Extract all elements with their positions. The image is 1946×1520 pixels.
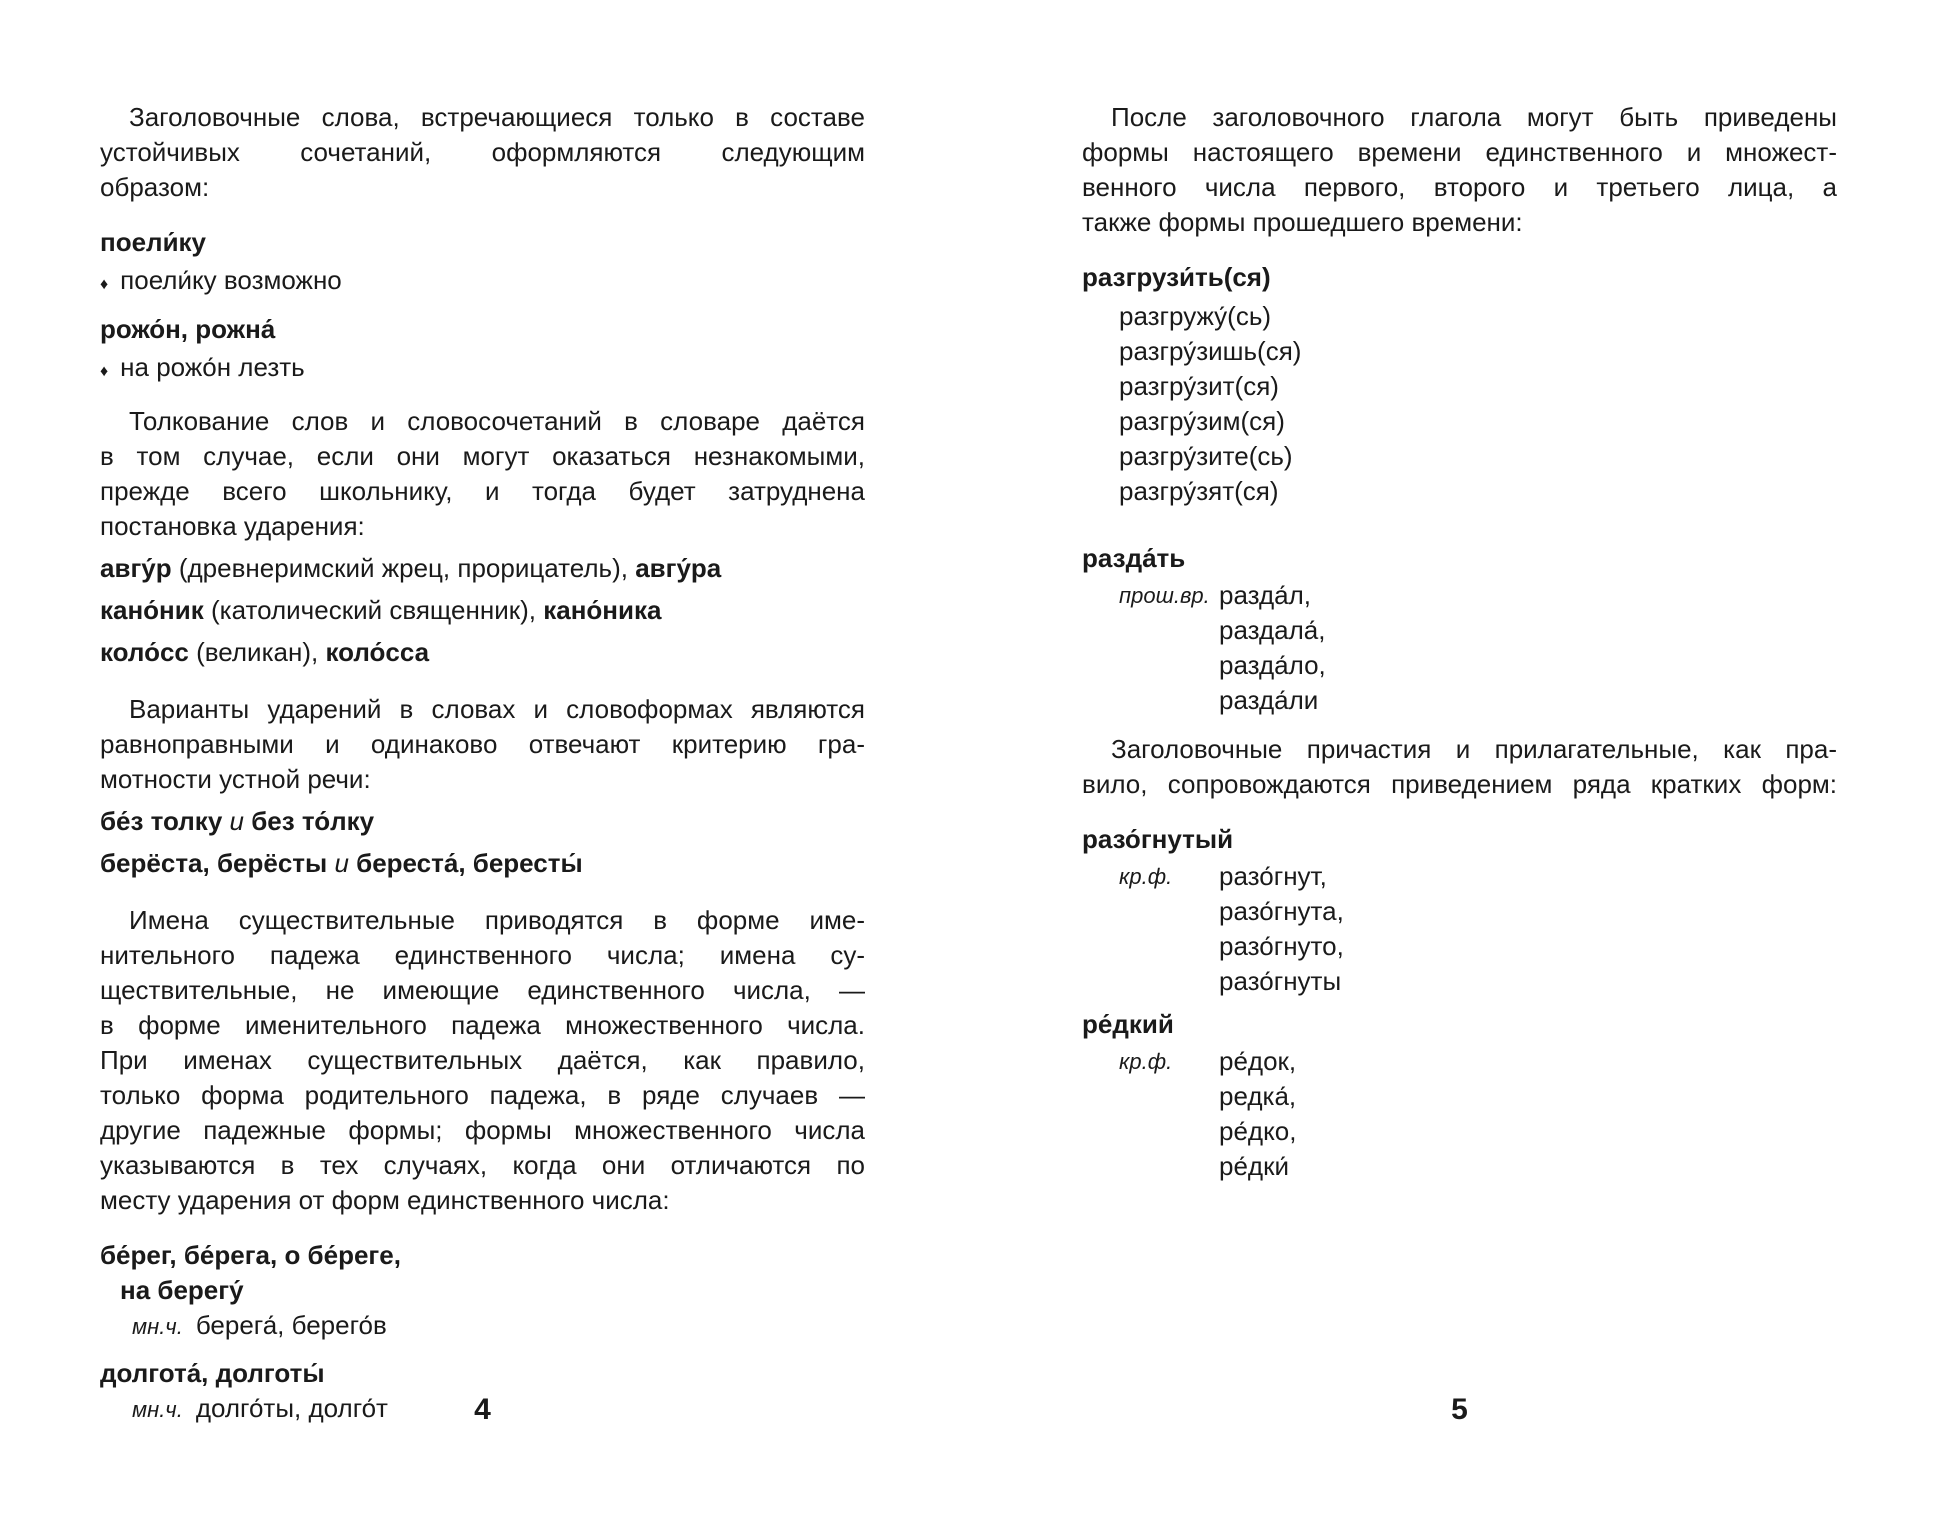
word-form: ре́дки́: [1219, 1151, 1289, 1181]
word-form: разда́л,: [1219, 580, 1312, 610]
word-form: разо́гнуты: [1219, 966, 1342, 996]
paragraph-line: вило, сопровождаются приведением ряда кратких форм:: [1082, 769, 1837, 799]
grammar-label: кр.ф.: [1119, 864, 1173, 889]
paragraph-line: Толкование слов и словосочетаний в словаре даётся: [129, 406, 865, 436]
dictionary-headword: [100, 1356, 865, 1391]
dictionary-headword: [100, 1238, 865, 1273]
plural-forms-line: [100, 1308, 865, 1344]
word-form: ре́дко,: [1219, 1116, 1297, 1146]
word-form: разо́гнут,: [1219, 861, 1327, 891]
paragraph-line: в том случае, если они могут оказаться незнакомыми,: [100, 441, 865, 471]
idiom-text: поели́ку возможно: [120, 265, 342, 295]
bold-text: на берегу́: [120, 1275, 244, 1305]
page-left: [100, 100, 865, 1427]
paragraph-line: другие падежные формы; формы множественного числа: [100, 1115, 865, 1145]
word-form: разо́гнуто,: [1219, 931, 1344, 961]
dictionary-headword: [100, 225, 865, 260]
word-form: раздала́,: [1219, 615, 1326, 645]
paragraph-line: Варианты ударений в словах и словоформах являются: [129, 694, 865, 724]
word-forms-inline: берега́, берего́в: [195, 1310, 387, 1340]
example-line: [100, 593, 865, 628]
page-number-right: 5: [1451, 1393, 1468, 1426]
bold-text: ре́дкий: [1082, 1009, 1174, 1039]
paragraph-line: Заголовочные причастия и прилагательные, как пра-: [1111, 734, 1837, 764]
word-forms-column: [1219, 1044, 1296, 1184]
page-right: [1082, 100, 1837, 1184]
grammar-label: кр.ф.: [1119, 1049, 1173, 1074]
grammar-label: мн.ч.: [132, 1314, 183, 1339]
bold-text: берёста, берёсты: [100, 848, 328, 878]
example-line: [100, 846, 865, 881]
word-form: разда́ли: [1219, 685, 1319, 715]
paragraph-line: указываются в тех случаях, когда они отличаются по: [100, 1150, 865, 1180]
page-number-left: 4: [474, 1393, 491, 1426]
word-form: разгру́зите(сь): [1119, 441, 1293, 471]
regular-text: (католический священник),: [203, 595, 544, 625]
dictionary-headword: [1082, 541, 1837, 576]
dictionary-headword: [1082, 1007, 1837, 1042]
paragraph: [1082, 100, 1837, 240]
word-form: разгру́зит(ся): [1119, 371, 1279, 401]
page-left-content: [100, 100, 865, 1427]
paragraph-line: прежде всего школьнику, и тогда будет затруднена: [100, 476, 865, 506]
italic-text: и: [222, 806, 252, 836]
paragraph-line: После заголовочного глагола могут быть приведены: [1111, 102, 1837, 132]
paragraph-line: ществительные, не имеющие единственного числа, —: [100, 975, 865, 1005]
word-forms-inline: долго́ты, долго́т: [195, 1393, 388, 1423]
word-form: разо́гнута,: [1219, 896, 1344, 926]
example-line: [100, 551, 865, 586]
dictionary-headword: [100, 1273, 865, 1308]
paragraph-line: формы настоящего времени единственного и множест-: [1082, 137, 1837, 167]
paragraph: [1082, 732, 1837, 802]
word-forms-column: [1219, 578, 1326, 718]
bold-text: разо́гнутый: [1082, 824, 1234, 854]
paragraph-line: При именах существительных даётся, как правило,: [100, 1045, 865, 1075]
bold-text: кано́ника: [543, 595, 662, 625]
labeled-forms: [1082, 859, 1837, 999]
bold-text: разда́ть: [1082, 543, 1186, 573]
example-line: [100, 804, 865, 839]
word-form: разда́ло,: [1219, 650, 1326, 680]
paragraph-line: также формы прошедшего времени:: [1082, 207, 1523, 237]
word-forms-list: [1082, 299, 1837, 509]
idiom-line: [100, 350, 865, 389]
paragraph-line: постановка ударения:: [100, 511, 365, 541]
paragraph-line: Имена существительные приводятся в форме име-: [129, 905, 865, 935]
bold-text: бе́з толку: [100, 806, 223, 836]
paragraph-line: только форма родительного падежа, в ряде случаев —: [100, 1080, 865, 1110]
bold-text: авгу́р: [100, 553, 172, 583]
bold-text: коло́сс: [100, 637, 189, 667]
grammar-label: мн.ч.: [132, 1397, 183, 1422]
paragraph: [100, 692, 865, 797]
paragraph-line: Заголовочные слова, встречающиеся только в составе: [129, 102, 865, 132]
italic-text: и: [327, 848, 357, 878]
paragraph-line: равноправными и одинаково отвечают критерию гра-: [100, 729, 865, 759]
bold-text: авгу́ра: [635, 553, 722, 583]
bold-text: бе́рег, бе́рега, о бе́реге,: [100, 1240, 401, 1270]
paragraph-line: образом:: [100, 172, 210, 202]
paragraph: [100, 404, 865, 544]
bold-text: долгота́, долготы́: [100, 1358, 325, 1388]
bold-text: коло́сса: [325, 637, 430, 667]
diamond-icon: ♦: [100, 276, 109, 293]
paragraph-line: месту ударения от форм единственного числа:: [100, 1185, 670, 1215]
word-form: редка́,: [1219, 1081, 1297, 1111]
paragraph: [100, 903, 865, 1218]
example-line: [100, 635, 865, 670]
paragraph: [100, 100, 865, 205]
paragraph-line: нительного падежа единственного числа; имена су-: [100, 940, 865, 970]
regular-text: (древнеримский жрец, прорицатель),: [171, 553, 636, 583]
word-forms-column: [1219, 859, 1344, 999]
word-form: разгру́зят(ся): [1119, 476, 1279, 506]
dictionary-headword: [1082, 822, 1837, 857]
page-right-content: [1082, 100, 1837, 1184]
idiom-text: на рожо́н лезть: [120, 352, 305, 382]
labeled-forms: [1082, 1044, 1837, 1184]
labeled-forms: [1082, 578, 1837, 718]
bold-text: без то́лку: [251, 806, 375, 836]
paragraph-line: устойчивых сочетаний, оформляются следующим: [100, 137, 865, 167]
paragraph-line: в форме именительного падежа множественного числа.: [100, 1010, 865, 1040]
regular-text: (великан),: [188, 637, 326, 667]
idiom-line: [100, 263, 865, 302]
dictionary-headword: [100, 312, 865, 347]
bold-text: береста́, бересты́: [356, 848, 583, 878]
bold-text: кано́ник: [100, 595, 204, 625]
paragraph-line: мотности устной речи:: [100, 764, 371, 794]
word-form: разгру́зишь(ся): [1119, 336, 1302, 366]
bold-text: поели́ку: [100, 227, 207, 257]
grammar-label: прош.вр.: [1119, 583, 1210, 608]
word-form: ре́док,: [1219, 1046, 1297, 1076]
paragraph-line: венного числа первого, второго и третьего лица, а: [1082, 172, 1837, 202]
word-form: разгру́зим(ся): [1119, 406, 1285, 436]
diamond-icon: ♦: [100, 363, 109, 380]
bold-text: рожо́н, рожна́: [100, 314, 276, 344]
bold-text: разгрузи́ть(ся): [1082, 262, 1271, 292]
word-form: разгружу́(сь): [1119, 301, 1272, 331]
dictionary-headword: [1082, 260, 1837, 295]
